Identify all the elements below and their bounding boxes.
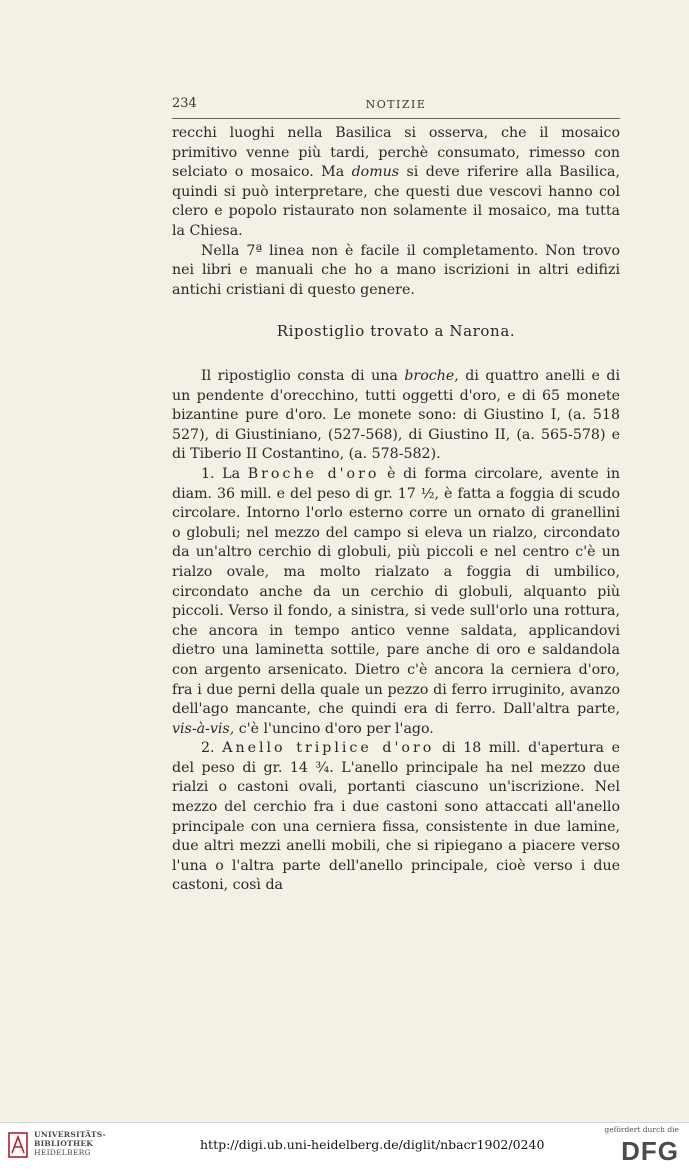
university-logo-icon bbox=[8, 1131, 28, 1159]
paragraph: 2. Anello triplice d'oro di 18 mill. d'apertura e del peso di gr. 14 ¾. L'anello principale ha nel mezzo due rialzi o castoni ovali, portanti ciascuno un'iscrizione. Nel mezzo del cerchio fra i due castoni sono attaccati all'anello principale con una cerniera fissa, consistente in due lamine, due altri mezzi anelli mobili, che si ripiegano a piacere verso l'una o l'altra parte dell'anello principale, cioè verso i due castoni, così da bbox=[172, 740, 620, 894]
permalink[interactable]: http://digi.ub.uni-heidelberg.de/diglit/nbacr1902/0240 bbox=[200, 1137, 545, 1152]
dfg-logo: DFG bbox=[621, 1136, 679, 1166]
paragraph: recchi luoghi nella Basilica si osserva, che il mosaico primitivo venne più tardi, perchè consumato, rimesso con selciato o mosaico. Ma domus si deve riferire alla Basilica, quindi si può interpretare, che questi due vescovi hanno col clero e popolo ristaurato non solamente il mosaico, ma tutta la Chiesa. bbox=[172, 125, 621, 239]
header-rule bbox=[172, 118, 620, 119]
running-title: NOTIZIE bbox=[365, 98, 427, 111]
funding-note: gefördert durch die bbox=[604, 1125, 679, 1134]
paragraph: Il ripostiglio consta di una broche, di quattro anelli e di un pendente d'orecchino, tutti oggetti d'oro, e di 65 monete bizantine pure d'oro. Le monete sono: di Giustino I, (a. 518 527), di Giustiniano, (527-568), di Giustino II, (a. 565-578) e di Tiberio II Costantino, (a. 578-582). bbox=[172, 368, 620, 463]
paragraph: 1. La Broche d'oro è di forma circolare, avente in diam. 36 mill. e del peso di gr. 17 ½, è fatta a foggia di scudo circolare. Intorno l'orlo esterno corre un ornato di granellini o globuli; nel mezzo del campo si eleva un rialzo, circondato da un'altro cerchio di globuli, più piccoli e nel centro c'è un rialzo ovale, ma molto rialzato a foggia di umbilico, circondato anche da un cerchio di globuli, alquanto più piccoli. Verso il fondo, a sinistra, si vede sull'orlo una rottura, che ancora in tempo antico venne saldata, applicandovi dietro una laminetta sottile, pare anche di oro e saldandola con argento arsenicato. Dietro c'è ancora la cerniera d'oro, fra i due perni della quale un pezzo di ferro irruginito, avanzo dell'ago mancante, che quindi era di ferro. Dall'altra parte, vis-à-vis, c'è l'uncino d'oro per l'ago. bbox=[172, 465, 620, 737]
section-continued-text bbox=[172, 124, 620, 300]
running-header bbox=[172, 96, 620, 116]
institution-name: UNIVERSITÄTS- BIBLIOTHEK HEIDELBERG bbox=[34, 1130, 107, 1157]
page-number: 234 bbox=[172, 96, 197, 111]
paragraph: Nella 7ª linea non è facile il completamento. Non trovo nei libri e manuali che ho a mano iscrizioni in altri edifizi antichi cristiani di questo genere. bbox=[172, 242, 620, 298]
section-body bbox=[172, 367, 620, 896]
section-title: Ripostiglio trovato a Narona. bbox=[276, 322, 516, 340]
